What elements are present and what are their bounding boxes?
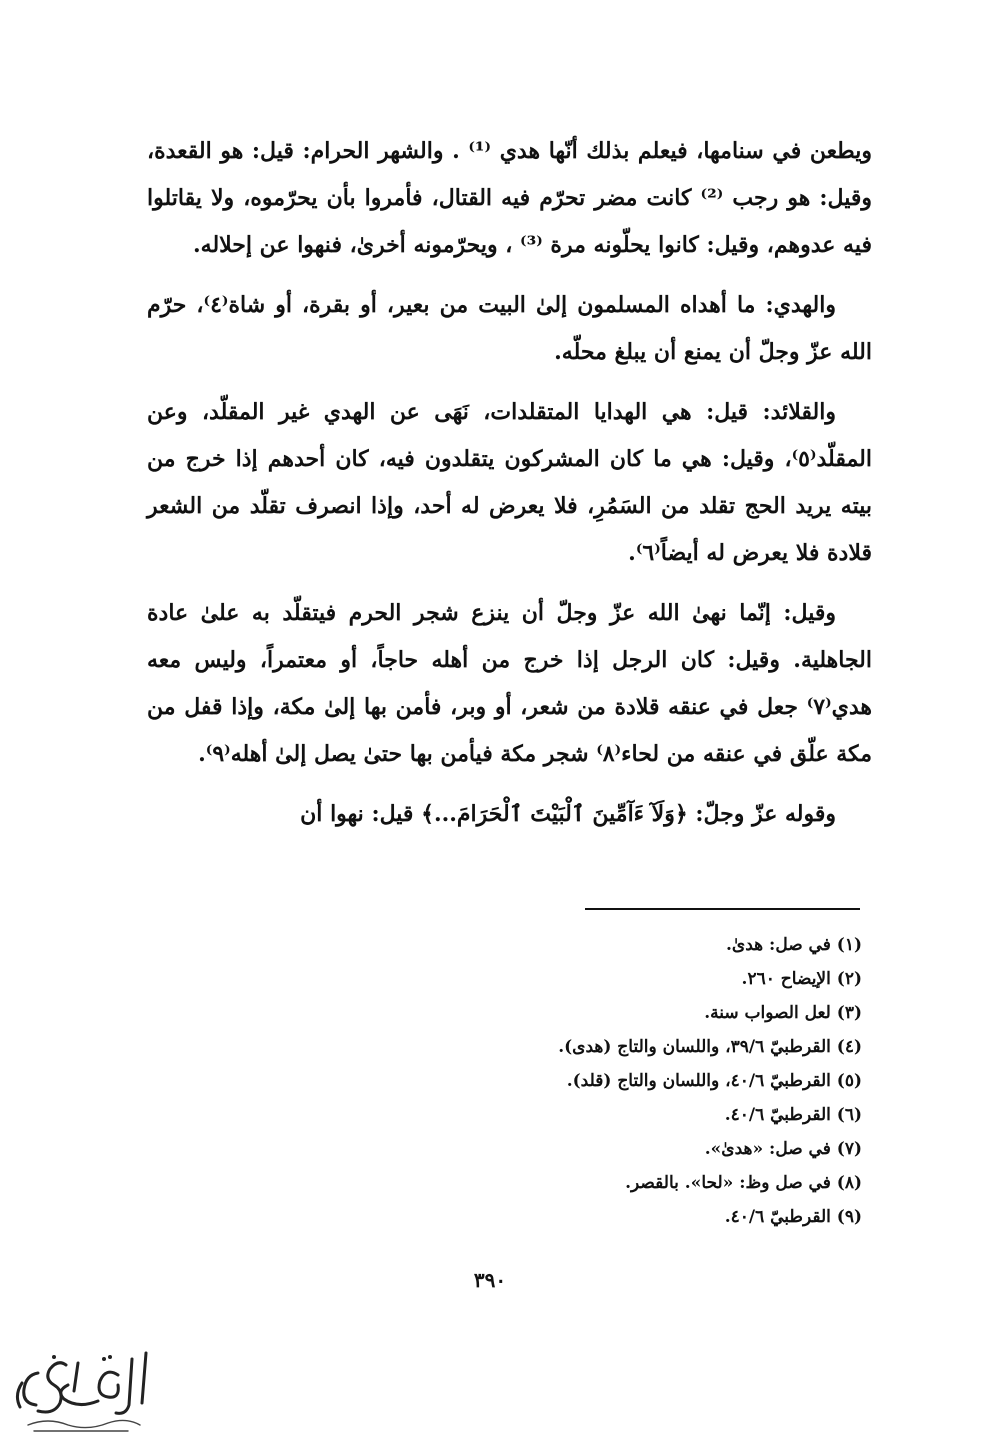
footnote: (٨) في صل وظ: «لحا». بالقصر. [625,1173,862,1193]
footnotes [147,928,862,1234]
paragraph: والقلائد: قيل: هي الهدايا المتقلدات، نَهَى عن الهدي غير المقلّد، وعن المقلّد⁽٥⁾، وقيل: هي ما كان المشركون يتقلدون فيه، كان أحدهم إذا خرج من بيته يريد الحج تقلد من السَمُرِ، فلا يعرض له أحد، وإذا انصرف تقلّد من الشعر قلادة فلا يعرض له أيضاً⁽٦⁾. [147,399,872,566]
paragraph: وقيل: إنّما نهىٰ الله عزّ وجلّ أن ينزع شجر الحرم فيتقلّد به علىٰ عادة الجاهلية. وقيل: كان الرجل إذا خرج من أهله حاجاً، أو معتمراً، وليس معه هدي⁽٧⁾ جعل في عنقه قلادة من شعر، أو وبر، فأمن بها إلىٰ مكة، وإذا قفل من مكة علّق في عنقه من لحاء⁽٨⁾ شجر مكة فيأمن بها حتىٰ يصل إلىٰ أهله⁽٩⁾. [147,600,872,767]
footnote: (٧) في صل: «هدىٰ». [704,1139,862,1159]
paragraph: ويطعن في سنامها، فيعلم بذلك أنّها هدي ⁽¹⁾ . والشهر الحرام: قيل: هو القعدة، وقيل: هو رجب ⁽²⁾ كانت مضر تحرّم فيه القتال، فأمروا بأن يحرّموه، ولا يقاتلوا فيه عدوهم، وقيل: كانوا يحلّونه مرة ⁽³⁾ ، ويحرّمونه أخرىٰ، فنهوا عن إحلاله. [147,138,872,258]
footnote: (٣) لعل الصواب سنة. [704,1003,862,1023]
page-number: ٣٩٠ [473,1268,507,1292]
footnote: (٦) القرطبيّ ٤٠/٦. [724,1105,862,1125]
footnote: (٢) الإيضاح ٢٦٠. [741,969,862,989]
paragraph: والهدي: ما أهداه المسلمون إلىٰ البيت من بعير، أو بقرة، أو شاة⁽٤⁾، حرّم الله عزّ وجلّ أن يمنع أن يبلغ محلّه. [147,292,872,365]
paragraph: وقوله عزّ وجلّ: ﴿وَلَآ ءَآمِّينَ ٱلْبَيْتَ ٱلْحَرَامَ...﴾ قيل: نهوا أن [300,801,836,827]
footnote: (٤) القرطبيّ ٣٩/٦، واللسان والتاج (هدى). [558,1037,862,1057]
calligraphy-logo-icon [8,1345,158,1435]
main-text [147,128,872,851]
footnote: (٩) القرطبيّ ٤٠/٦. [724,1207,862,1227]
footnote: (١) في صل: هدىٰ. [726,935,862,955]
footnote-separator [585,908,860,910]
footnote: (٥) القرطبيّ ٤٠/٦، واللسان والتاج (قلد). [566,1071,862,1091]
